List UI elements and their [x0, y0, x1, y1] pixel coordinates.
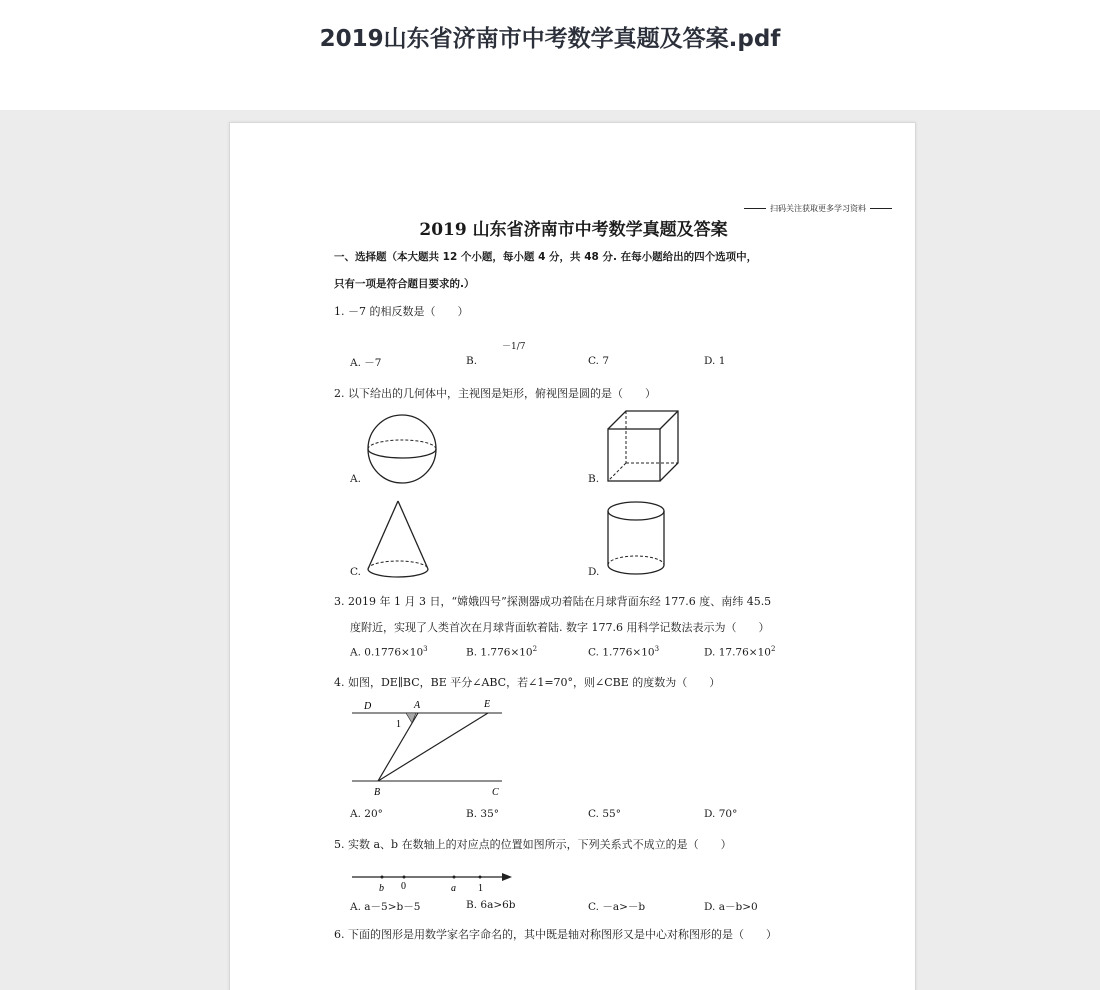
q2-option-a: A. [350, 473, 361, 485]
top-bar [0, 0, 1100, 110]
label-b: B [374, 787, 381, 798]
q3-option-b: B. $1.776\times 10^2$ [466, 645, 538, 659]
section-heading-cont: 只有一项是符合题目要求的.） [334, 278, 475, 290]
q3-stem-line2: 度附近，实现了人类首次在月球背面软着陆. 数字 177.6 用科学记数法表示为（ ） [350, 621, 770, 634]
q5-stem: 5. 实数 a、b 在数轴上的对应点的位置如图所示，下列关系式不成立的是（ ） [334, 838, 732, 851]
q2-option-c: C. [350, 566, 361, 578]
number-line-figure [352, 863, 522, 893]
q3-option-d: D. $17.76\times 10^2$ [704, 645, 776, 659]
q1-option-b-fraction: －1/7 [502, 342, 526, 352]
q5-option-b: B. 6a>6b [466, 899, 516, 911]
q5-option-d: D. a－b>0 [704, 901, 758, 913]
numline-b: b [379, 883, 384, 894]
q5-option-a: A. a－5>b－5 [350, 901, 421, 913]
q2-option-d: D. [588, 566, 600, 578]
label-c: C [492, 787, 499, 798]
q4-option-a: A. 20° [350, 808, 383, 820]
numline-zero: 0 [401, 881, 406, 892]
q4-option-d: D. 70° [704, 808, 738, 820]
q4-option-c: C. 55° [588, 808, 621, 820]
q3-option-a: A. $0.1776\times 10^3$ [350, 645, 428, 659]
q1-option-d: D. 1 [704, 355, 726, 367]
label-a: A [414, 700, 421, 711]
document-title: 2019 山东省济南市中考数学真题及答案 [419, 220, 728, 240]
cone-figure [366, 499, 446, 579]
section-heading: 一、选择题（本大题共 12 个小题，每小题 4 分，共 48 分. 在每小题给出的四个选项中， [334, 251, 758, 263]
cylinder-figure [606, 499, 686, 579]
label-e: E [484, 699, 491, 710]
q2-option-b: B. [588, 473, 600, 485]
q6-stem: 6. 下面的图形是用数学家名字命名的，其中既是轴对称图形又是中心对称图形的是（ ） [334, 928, 777, 941]
q3-option-c: C. $1.776\times 10^3$ [588, 645, 660, 659]
label-d: D [364, 701, 372, 712]
pdf-viewer[interactable] [0, 110, 1100, 990]
q2-stem: 2. 以下给出的几何体中，主视图是矩形，俯视图是圆的是（ ） [334, 387, 656, 400]
q1-option-b: B. [466, 355, 478, 367]
numline-a: a [451, 883, 456, 894]
q4-option-b: B. 35° [466, 808, 500, 820]
q3-stem-line1: 3. 2019 年 1 月 3 日，“嫦娥四号”探测器成功着陆在月球背面东经 177.6 度、南纬 45.5 [334, 595, 772, 608]
q1-option-c: C. 7 [588, 355, 610, 367]
parallel-lines-figure [352, 697, 522, 797]
numline-one: 1 [478, 883, 483, 894]
q5-option-c: C. －a>－b [588, 901, 646, 913]
sphere-figure [366, 411, 446, 491]
q1-stem: 1. －7 的相反数是（ ） [334, 305, 469, 318]
label-one: 1 [396, 719, 401, 730]
watermark: 扫码关注获取更多学习资料 [740, 203, 896, 214]
cube-figure [606, 411, 696, 491]
pdf-page [229, 122, 916, 990]
q4-stem: 4. 如图，DE∥BC，BE 平分∠ABC，若∠1=70°，则∠CBE 的度数为（ ） [334, 676, 721, 689]
q1-option-a: A. －7 [350, 357, 382, 369]
file-title: 2019山东省济南市中考数学真题及答案.pdf [319, 26, 781, 52]
